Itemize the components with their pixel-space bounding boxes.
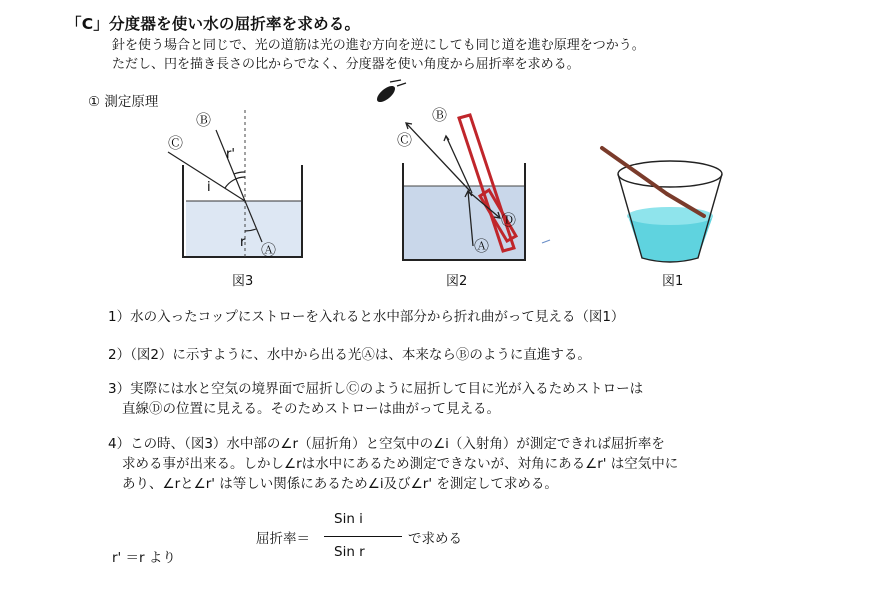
item-2-line-1: 2）（図2）に示すように、水中から出る光Ⓐは、本来ならⒷのように直進する。 xyxy=(108,347,591,363)
eye-icon xyxy=(374,80,406,105)
formula-suffix: で求める xyxy=(408,531,462,547)
fig3-label-a: Ⓐ xyxy=(261,241,277,259)
page-title: 「C」分度器を使い水の屈折率を求める。 xyxy=(66,15,361,33)
item-3-line-2: 直線Ⓓの位置に見える。そのためストローは曲がって見える。 xyxy=(122,401,500,417)
figure-1-caption: 図1 xyxy=(662,274,684,289)
item-1-line-1: 1）水の入ったコップにストローを入れると水中部分から折れ曲がって見える（図1） xyxy=(108,309,625,325)
formula-denominator: Sin r xyxy=(334,544,365,560)
fig3-angle-r-prime xyxy=(234,172,245,174)
fig3-label-i: i xyxy=(207,180,211,195)
figure-3-caption: 図3 xyxy=(232,274,254,289)
item-3-line-1: 3）実際には水と空気の境界面で屈折しⒸのように屈折して目に光が入るためストローは xyxy=(108,381,644,397)
figure-3-diagram xyxy=(150,100,320,265)
fig1-cup-rim xyxy=(618,161,722,187)
fig1-straw-above xyxy=(602,148,667,194)
item-4-line-3: あり、∠rと∠r' は等しい関係にあるため∠i及び∠r' を測定して求める。 xyxy=(122,476,558,492)
fig2-label-d: Ⓓ xyxy=(501,211,517,229)
fig3-label-r-prime: r' xyxy=(226,147,235,162)
fig2-label-a: Ⓐ xyxy=(474,237,490,255)
fig2-label-b: Ⓑ xyxy=(432,106,448,124)
formula-prefix: 屈折率＝ xyxy=(256,531,310,547)
figure-2-diagram xyxy=(368,78,558,268)
intro-line-2: ただし、円を描き長さの比からでなく、分度器を使い角度から屈折率を求める。 xyxy=(112,57,580,72)
item-4-line-1: 4）この時、（図3）水中部の∠r（屈折角）と空気中の∠i（入射角）が測定できれば屈折率を xyxy=(108,436,665,452)
figure-1-diagram xyxy=(590,138,740,266)
fig2-label-c: Ⓒ xyxy=(397,131,413,149)
fig2-ray-c xyxy=(406,123,470,191)
item-4-line-2: 求める事が出来る。しかし∠rは水中にあるため測定できないが、対角にある∠r' は空気中に xyxy=(122,456,679,472)
fig3-label-b: Ⓑ xyxy=(196,111,212,129)
formula-note: r' ＝r より xyxy=(112,550,176,566)
fig3-label-r: r xyxy=(240,235,246,250)
section-heading: ① 測定原理 xyxy=(88,94,159,110)
figure-2-caption: 図2 xyxy=(446,274,468,289)
fig3-angle-i xyxy=(225,177,245,188)
formula-fraction-bar xyxy=(324,536,402,537)
fig3-label-c: Ⓒ xyxy=(168,134,184,152)
fig3-ray-b xyxy=(216,130,245,201)
intro-line-1: 針を使う場合と同じで、光の道筋は光の進む方向を逆にしても同じ道を進む原理をつかう。 xyxy=(112,38,645,53)
formula-numerator: Sin i xyxy=(334,511,363,527)
